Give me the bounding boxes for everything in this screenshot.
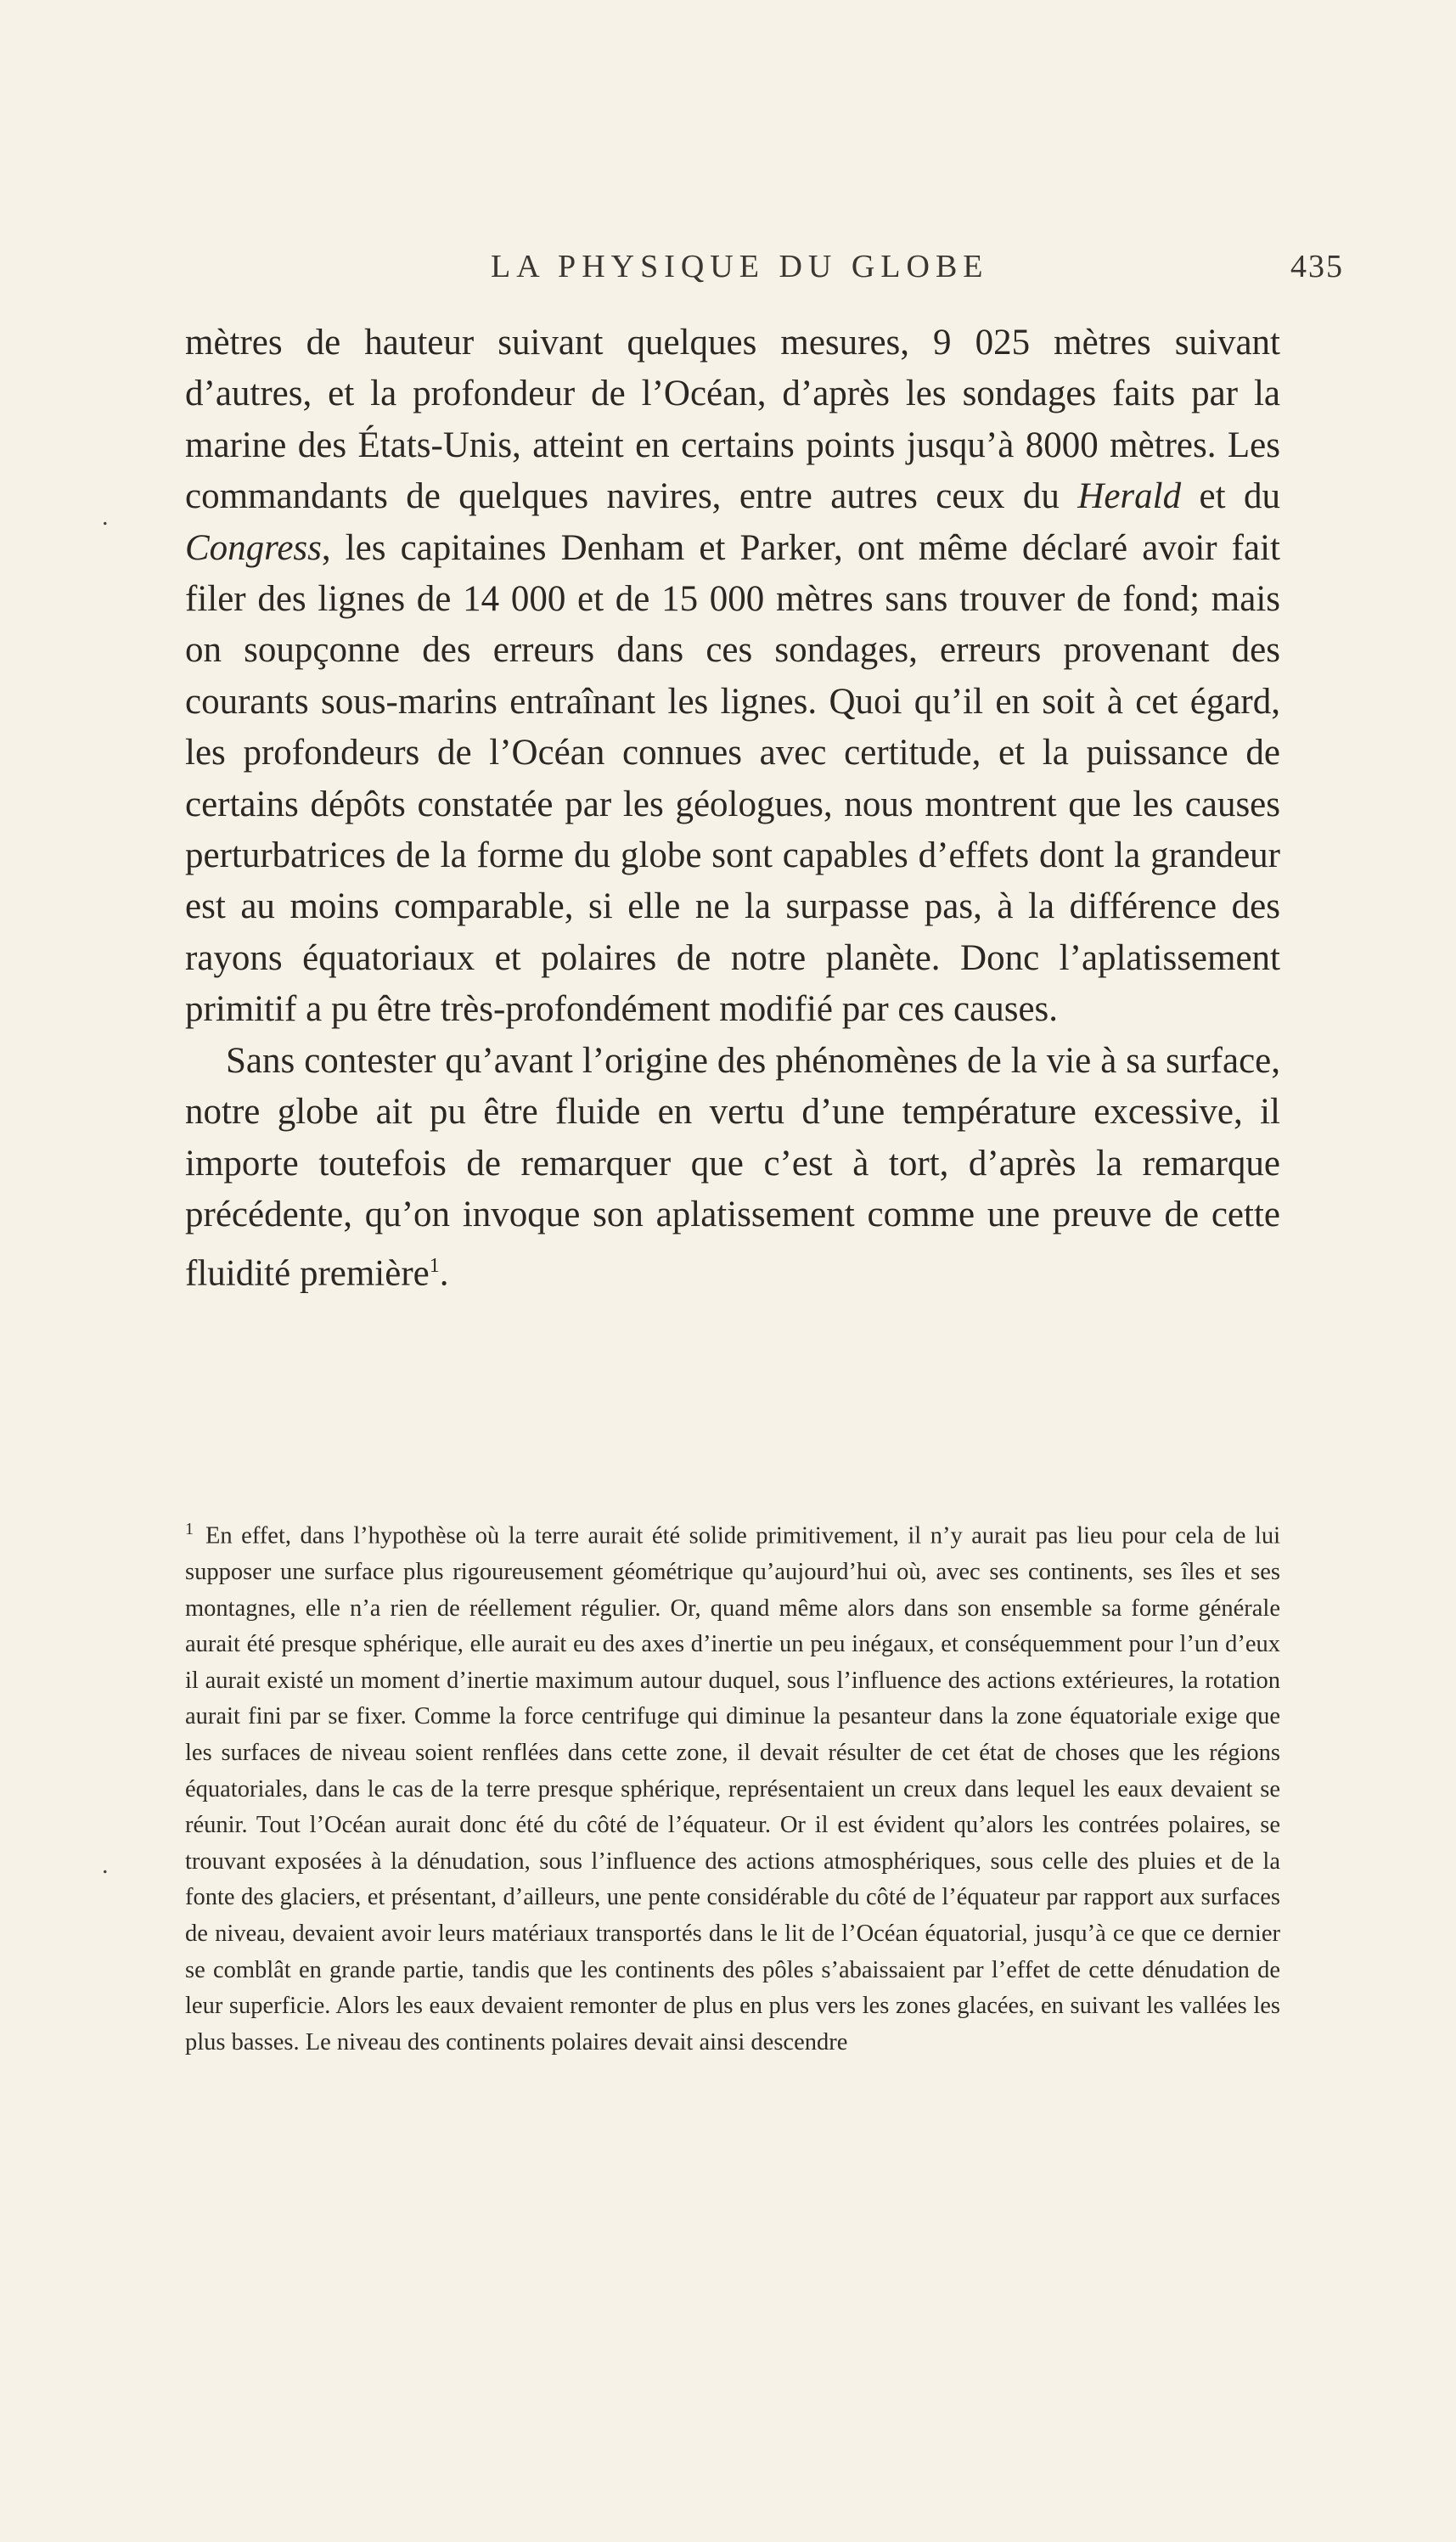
paragraph-2-text: Sans contester qu’avant l’origine des phénomènes de la vie à sa surface, notre globe ait pu être fluide en vertu d’une température excessive, il importe toutefois de remarquer que c’est à tort, d’après la remarque précédente, qu’on invoque son aplatissement comme une preuve de cette fluidité première <box>185 1040 1280 1294</box>
running-header <box>491 248 1344 290</box>
footnote <box>185 1511 1280 2061</box>
footnote-reference[interactable]: 1 <box>429 1255 440 1278</box>
main-text <box>185 318 1280 1300</box>
running-title: LA PHYSIQUE DU GLOBE <box>491 249 989 284</box>
ship-name-herald: Herald <box>1077 476 1182 517</box>
margin-mark: . <box>102 1851 109 1879</box>
margin-mark: . <box>102 503 109 531</box>
ship-name-congress: Congress <box>185 527 322 568</box>
paragraph-1-text-a: mètres de hauteur suivant quelques mesures, 9 025 mètres suivant d’autres, et la profondeur de l’Océan, d’après les sondages faits par la marine des États-Unis, atteint en certains points jusqu’à 8000 mètres. Les commandants de quelques navires, entre autres ceux du <box>185 323 1280 517</box>
page-number: 435 <box>1290 249 1344 284</box>
paragraph-1-text-b: et du <box>1181 476 1280 517</box>
paragraph-1 <box>185 318 1280 1036</box>
paragraph-2 <box>185 1036 1280 1300</box>
paragraph-1-text-c: , les capitaines Denham et Parker, ont même déclaré avoir fait filer des lignes de 14 000 et de 15 000 mètres sans trouver de fond; mais on soupçonne des erreurs dans ces sondages, erreurs provenant des courants sous-marins entraînant les lignes. Quoi qu’il en soit à cet égard, les profondeurs de l’Océan connues avec certitude, et la puissance de certains dépôts constatée par les géologues, nous montrent que les causes perturbatrices de la forme du globe sont capables d’effets dont la grandeur est au moins comparable, si elle ne la surpasse pas, à la différence des rayons équatoriaux et polaires de notre planète. Donc l’aplatissement primitif a pu être très-profondément modifié par ces causes. <box>185 527 1280 1030</box>
footnote-text: En effet, dans l’hypothèse où la terre aurait été solide primitivement, il n’y aurait pas lieu pour cela de lui supposer une surface plus rigoureusement géométrique qu’aujourd’hui où, avec ses continents, ses îles et ses montagnes, elle n’a rien de réellement régulier. Or, quand même alors dans son ensemble sa forme générale aurait été presque sphérique, elle aurait eu des axes d’inertie un peu inégaux, et conséquemment pour l’un d’eux il aurait existé un moment d’inertie maximum autour duquel, sous l’influence des actions extérieures, la rotation aurait fini par se fixer. Comme la force centrifuge qui diminue la pesanteur dans la zone équatoriale exige que les surfaces de niveau soient renflées dans cette zone, il devait résulter de cet état de choses que les régions équatoriales, dans le cas de la terre presque sphérique, représentaient un creux dans lequel les eaux devaient se réunir. Tout l’Océan aurait donc été du côté de l’équateur. Or il est évident qu’alors les contrées polaires, se trouvant exposées à la dénudation, sous l’influence des actions atmosphériques, sous celle des pluies et de la fonte des glaciers, et présentant, d’ailleurs, une pente considérable du côté de l’équateur par rapport aux surfaces de niveau, devaient avoir leurs matériaux transportés dans le lit de l’Océan équatorial, jusqu’à ce que ce dernier se comblât en grande partie, tandis que les continents des pôles s’abaissaient par l’effet de cette dénudation de leur superficie. Alors les eaux devaient remonter de plus en plus vers les zones glacées, en suivant les vallées les plus basses. Le niveau des continents polaires devait ainsi descendre <box>185 1522 1280 2056</box>
paragraph-2-end: . <box>439 1253 449 1294</box>
footnote-mark: 1 <box>185 1520 194 1538</box>
